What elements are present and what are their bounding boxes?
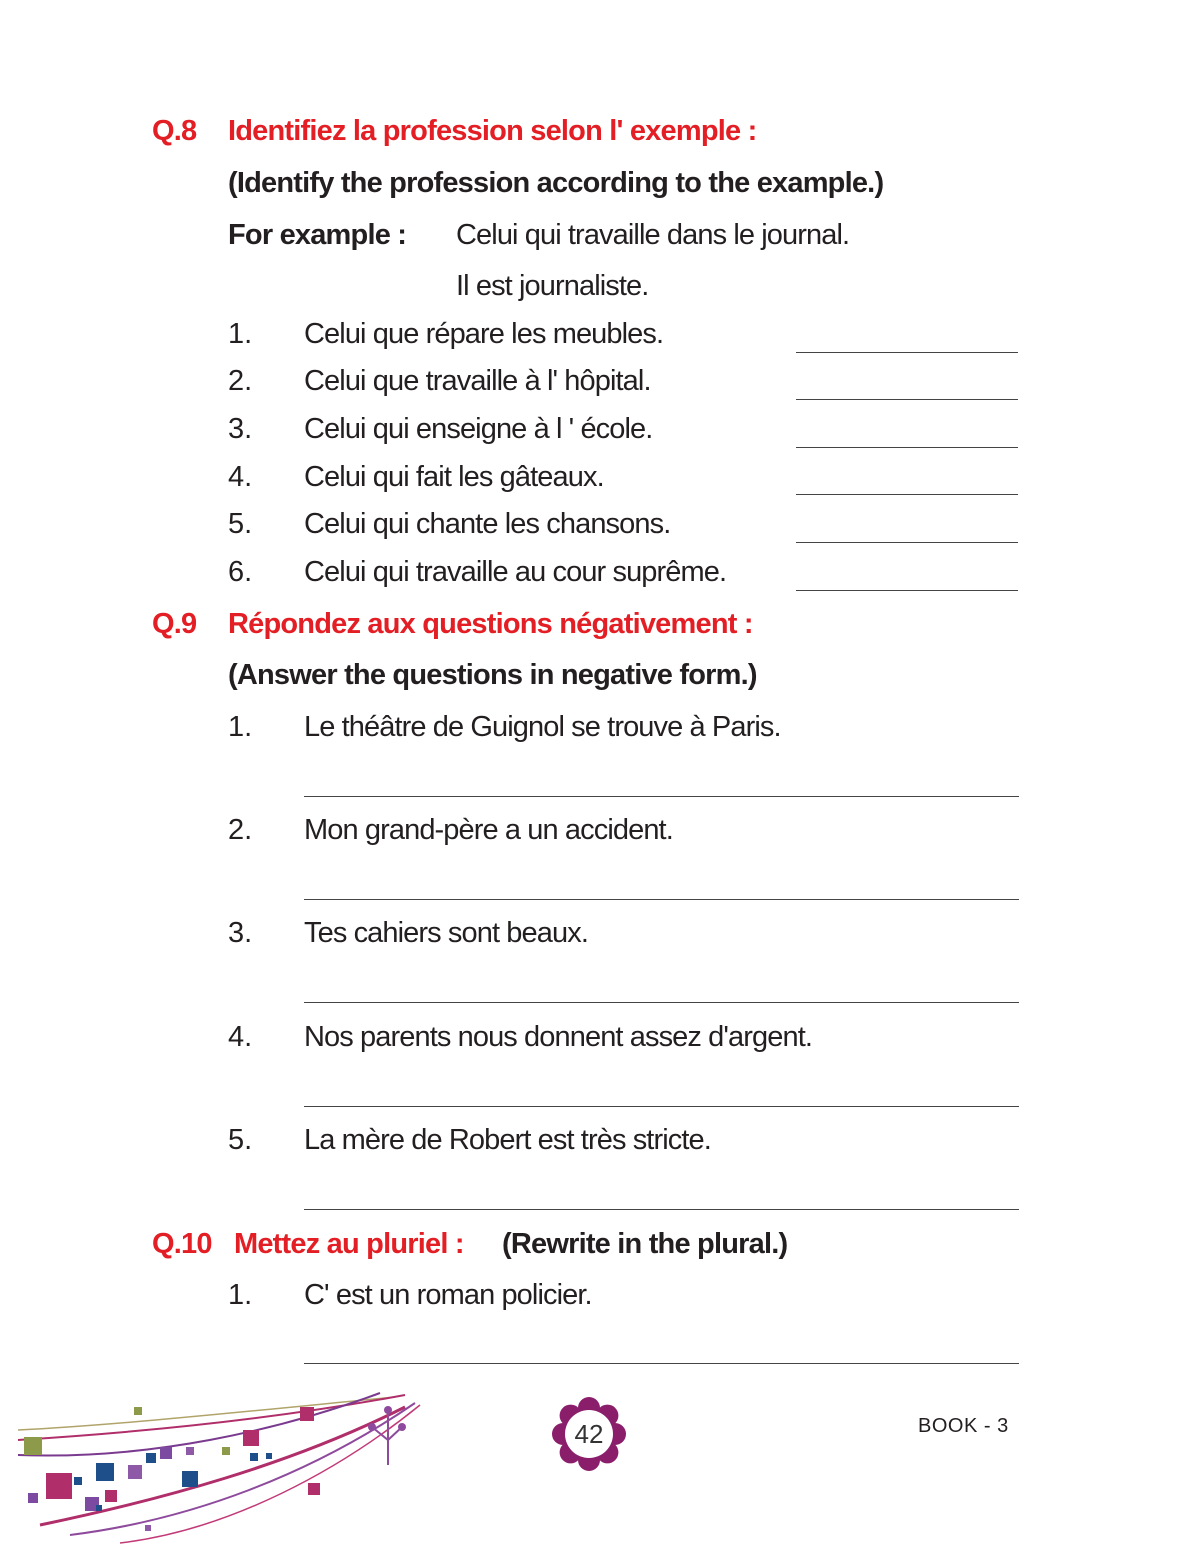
q9-item-text: Le théâtre de Guignol se trouve à Paris.: [304, 711, 781, 743]
q8-example-label: For example :: [228, 219, 407, 251]
q9-answer-line[interactable]: [304, 1002, 1019, 1003]
decorative-swoosh-graphic: [10, 1385, 430, 1555]
q8-answer-line[interactable]: [796, 352, 1018, 353]
q9-item-text: Mon grand-père a un accident.: [304, 814, 673, 846]
page-number: 42: [574, 1419, 604, 1449]
q8-item-number: 1.: [228, 318, 253, 350]
q8-item-text: Celui qui travaille au cour suprême.: [304, 556, 727, 588]
q8-item-number: 3.: [228, 413, 253, 445]
q8-item-text: Celui qui chante les chansons.: [304, 508, 671, 540]
q10-answer-line[interactable]: [304, 1363, 1019, 1364]
book-label: BOOK - 3: [918, 1415, 1009, 1437]
q9-item-text: Tes cahiers sont beaux.: [304, 917, 588, 949]
q8-item-text: Celui qui enseigne à l ' école.: [304, 413, 653, 445]
q8-item-text: Celui que répare les meubles.: [304, 318, 664, 350]
q8-number: Q.8: [152, 115, 197, 147]
q10-subtitle: (Rewrite in the plural.): [502, 1228, 788, 1260]
q10-item-text: C' est un roman policier.: [304, 1279, 592, 1311]
q8-answer-line[interactable]: [796, 542, 1018, 543]
q10-title: Mettez au pluriel :: [234, 1228, 464, 1260]
q9-number: Q.9: [152, 608, 197, 640]
q9-item-text: La mère de Robert est très stricte.: [304, 1124, 711, 1156]
q9-item-number: 3.: [228, 917, 253, 949]
q9-item-number: 5.: [228, 1124, 253, 1156]
q10-item-number: 1.: [228, 1279, 253, 1311]
q8-item-text: Celui que travaille à l' hôpital.: [304, 365, 651, 397]
q9-title: Répondez aux questions négativement :: [228, 608, 753, 640]
q8-item-number: 2.: [228, 365, 253, 397]
q8-item-number: 6.: [228, 556, 253, 588]
q8-answer-line[interactable]: [796, 590, 1018, 591]
q8-example-line1: Celui qui travaille dans le journal.: [456, 219, 850, 251]
q8-answer-line[interactable]: [796, 447, 1018, 448]
q9-answer-line[interactable]: [304, 1209, 1019, 1210]
q8-example-line2: Il est journaliste.: [456, 270, 649, 302]
q9-item-number: 2.: [228, 814, 253, 846]
q8-subtitle: (Identify the profession according to the example.): [228, 167, 884, 199]
q8-item-number: 5.: [228, 508, 253, 540]
q8-answer-line[interactable]: [796, 494, 1018, 495]
q9-answer-line[interactable]: [304, 899, 1019, 900]
q9-answer-line[interactable]: [304, 796, 1019, 797]
q9-subtitle: (Answer the questions in negative form.): [228, 659, 757, 691]
q10-number: Q.10: [152, 1228, 212, 1260]
q9-item-number: 4.: [228, 1021, 253, 1053]
q9-item-number: 1.: [228, 711, 253, 743]
q8-item-text: Celui qui fait les gâteaux.: [304, 461, 604, 493]
q9-item-text: Nos parents nous donnent assez d'argent.: [304, 1021, 813, 1053]
q9-answer-line[interactable]: [304, 1106, 1019, 1107]
q8-item-number: 4.: [228, 461, 253, 493]
q8-answer-line[interactable]: [796, 399, 1018, 400]
q8-title: Identifiez la profession selon l' exemple :: [228, 115, 757, 147]
